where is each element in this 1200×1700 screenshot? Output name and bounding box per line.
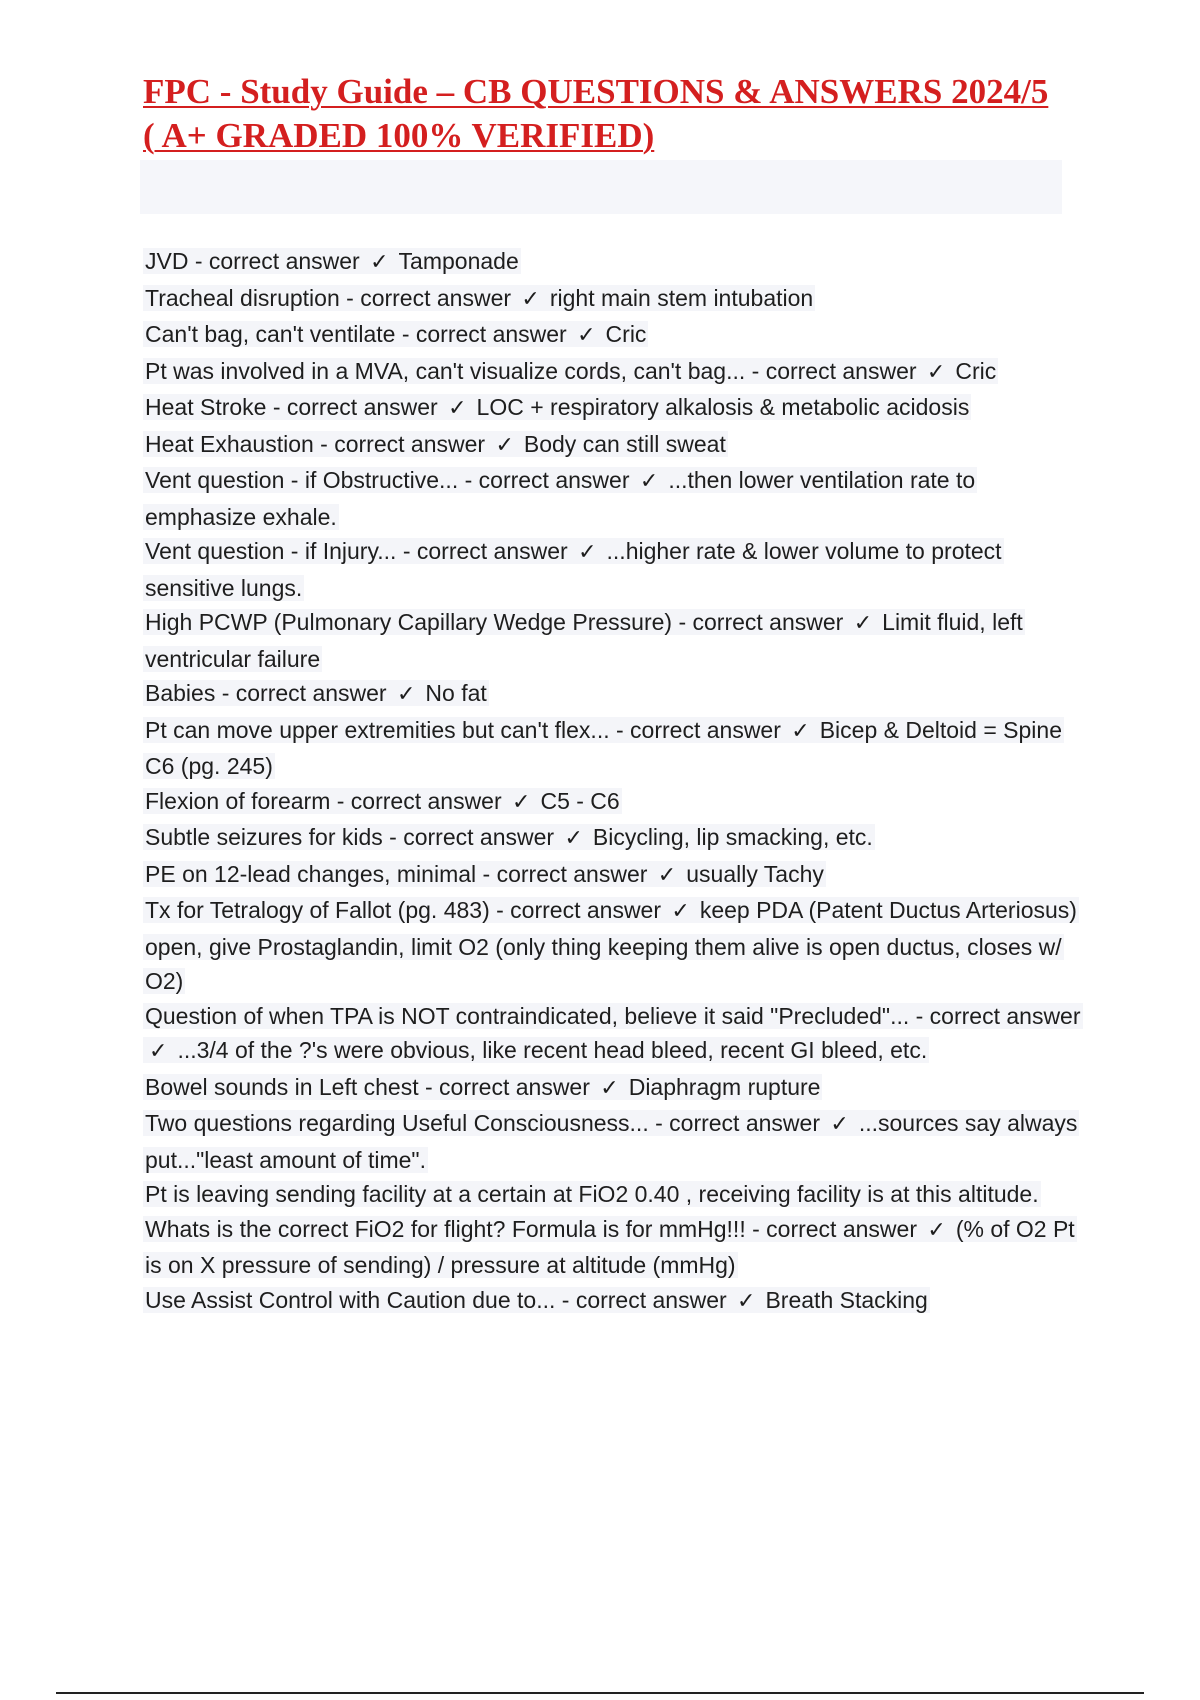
qa-question: Tracheal disruption xyxy=(145,284,340,311)
qa-highlight xyxy=(143,861,826,887)
qa-separator: - correct answer xyxy=(464,467,630,493)
check-mark-icon: ✓ xyxy=(149,1039,168,1064)
qa-question: Babies xyxy=(145,680,216,706)
qa-question: Tx for Tetralogy of Fallot (pg. 483) xyxy=(145,897,490,923)
qa-answer: ...higher rate & lower volume to protect sensitive lungs. xyxy=(145,538,1002,601)
qa-list xyxy=(143,244,1083,1319)
qa-question: Use Assist Control with Caution due to... xyxy=(145,1286,556,1313)
qa-item xyxy=(143,784,1083,821)
check-mark-icon: ✓ xyxy=(657,862,677,888)
qa-separator: - correct answer xyxy=(655,1110,820,1136)
qa-highlight xyxy=(143,788,622,814)
check-mark-icon: ✓ xyxy=(791,718,810,744)
qa-highlight xyxy=(143,824,875,850)
qa-item xyxy=(143,676,1083,713)
qa-question: PE on 12-lead changes, minimal xyxy=(145,860,477,887)
qa-separator: - correct answer xyxy=(272,394,438,420)
check-mark-icon: ✓ xyxy=(370,250,389,275)
title-line-1: FPC - Study Guide – CB QUESTIONS & ANSWERS 2024/5 xyxy=(143,72,1049,111)
qa-highlight xyxy=(143,285,815,311)
check-mark-icon: ✓ xyxy=(639,469,659,494)
qa-highlight xyxy=(143,248,521,274)
qa-highlight xyxy=(143,431,728,457)
qa-highlight xyxy=(143,717,1064,780)
qa-answer: ...sources say always put..."least amount of time". xyxy=(145,1110,1078,1173)
qa-item xyxy=(143,713,1083,784)
check-mark-icon: ✓ xyxy=(737,1288,756,1314)
qa-answer: Cric xyxy=(605,321,647,347)
check-mark-icon: ✓ xyxy=(495,432,514,458)
qa-question: Question of when TPA is NOT contraindicated, believe it said "Precluded"... xyxy=(145,1002,910,1029)
qa-separator: - correct answer xyxy=(194,248,360,274)
qa-answer: Diaphragm rupture xyxy=(628,1073,821,1100)
qa-highlight xyxy=(143,358,998,384)
qa-highlight xyxy=(143,897,1079,994)
qa-answer: ...3/4 of the ?'s were obvious, like recent head bleed, recent GI bleed, etc. xyxy=(177,1037,928,1063)
qa-item xyxy=(143,534,1083,605)
qa-question: High PCWP (Pulmonary Capillary Wedge Pressure) xyxy=(145,609,673,635)
qa-highlight xyxy=(143,1287,930,1313)
qa-answer: Bicycling, lip smacking, etc. xyxy=(592,824,873,850)
document-title xyxy=(143,70,1073,158)
qa-item xyxy=(143,354,1083,391)
qa-item xyxy=(143,390,1083,427)
qa-item xyxy=(143,893,1083,999)
qa-separator: - correct answer xyxy=(320,430,486,457)
qa-question: Pt can move upper extremities but can't flex... xyxy=(145,716,610,743)
qa-question: Vent question - if Injury... xyxy=(145,538,397,564)
qa-separator: - correct answer xyxy=(616,716,781,743)
qa-answer: C5 - C6 xyxy=(540,787,620,814)
qa-highlight xyxy=(143,609,1025,672)
qa-item xyxy=(143,1106,1083,1177)
qa-separator: - correct answer xyxy=(336,787,502,814)
qa-separator: - correct answer xyxy=(425,1073,590,1100)
check-mark-icon: ✓ xyxy=(577,323,596,348)
qa-separator: - correct answer xyxy=(402,538,568,564)
check-mark-icon: ✓ xyxy=(853,611,873,636)
qa-answer: ...then lower ventilation rate to emphasize exhale. xyxy=(145,467,976,530)
qa-question: JVD xyxy=(145,248,189,274)
check-mark-icon: ✓ xyxy=(671,899,690,924)
qa-answer: Cric xyxy=(955,357,997,384)
qa-item xyxy=(143,999,1083,1070)
check-mark-icon: ✓ xyxy=(926,359,946,385)
qa-separator: - correct answer xyxy=(915,1002,1081,1029)
qa-highlight xyxy=(143,538,1004,601)
qa-item xyxy=(143,857,1083,894)
blank-banner xyxy=(140,160,1062,214)
check-mark-icon: ✓ xyxy=(512,789,531,815)
qa-highlight xyxy=(143,467,977,530)
qa-highlight xyxy=(143,1181,1077,1278)
qa-answer: right main stem intubation xyxy=(549,284,814,311)
qa-question: Two questions regarding Useful Consciousness... xyxy=(145,1110,649,1136)
footer-rule xyxy=(56,1692,1144,1694)
qa-answer: Tamponade xyxy=(398,248,519,274)
qa-separator: - correct answer xyxy=(752,1215,917,1242)
qa-separator: - correct answer xyxy=(678,609,844,635)
qa-answer: No fat xyxy=(425,680,487,706)
qa-question: Pt was involved in a MVA, can't visualize cords, can't bag... xyxy=(145,357,746,384)
qa-answer: Body can still sweat xyxy=(523,430,726,457)
qa-highlight xyxy=(143,1003,1083,1064)
qa-separator: - correct answer xyxy=(389,824,555,850)
qa-item xyxy=(143,281,1083,318)
qa-item xyxy=(143,244,1083,281)
qa-item xyxy=(143,820,1083,857)
check-mark-icon: ✓ xyxy=(578,540,597,565)
qa-answer: (% of O2 Pt is on X pressure of sending) / pressure at altitude (mmHg) xyxy=(145,1215,1075,1278)
qa-answer: Limit fluid, left ventricular failure xyxy=(145,609,1023,672)
qa-separator: - correct answer xyxy=(496,897,661,923)
qa-separator: - correct answer xyxy=(482,860,648,887)
qa-separator: - correct answer xyxy=(561,1286,727,1313)
qa-separator: - correct answer xyxy=(346,284,512,311)
qa-item xyxy=(143,317,1083,354)
qa-question: Vent question - if Obstructive... xyxy=(145,467,459,493)
qa-highlight xyxy=(143,321,648,347)
qa-item xyxy=(143,463,1083,534)
check-mark-icon: ✓ xyxy=(830,1112,849,1137)
qa-question: Heat Stroke xyxy=(145,394,267,420)
qa-question: Flexion of forearm xyxy=(145,787,331,814)
qa-item xyxy=(143,427,1083,464)
qa-answer: Breath Stacking xyxy=(765,1286,928,1313)
check-mark-icon: ✓ xyxy=(396,682,416,707)
qa-answer: keep PDA (Patent Ductus Arteriosus) open, give Prostaglandin, limit O2 (only thing keeping them alive is open ductus, closes w/ O2) xyxy=(145,897,1077,994)
qa-item xyxy=(143,1177,1083,1283)
check-mark-icon: ✓ xyxy=(600,1075,619,1101)
qa-item xyxy=(143,1283,1083,1320)
qa-question: Bowel sounds in Left chest xyxy=(145,1073,419,1100)
qa-answer: usually Tachy xyxy=(686,860,824,887)
check-mark-icon: ✓ xyxy=(564,826,583,851)
qa-answer: LOC + respiratory alkalosis & metabolic acidosis xyxy=(476,394,970,420)
qa-highlight xyxy=(143,1074,822,1100)
qa-separator: - correct answer xyxy=(221,680,387,706)
qa-question: Can't bag, can't ventilate xyxy=(145,321,396,347)
qa-item xyxy=(143,1070,1083,1107)
qa-highlight xyxy=(143,1110,1079,1173)
qa-question: Heat Exhaustion xyxy=(145,430,314,457)
qa-question: Pt is leaving sending facility at a certain at FiO2 0.40 , receiving facility is at this altitude. Whats is the correct FiO2 for flight? Formula is for mmHg!!! xyxy=(145,1181,1039,1242)
qa-item xyxy=(143,605,1083,676)
check-mark-icon: ✓ xyxy=(448,396,467,421)
qa-separator: - correct answer xyxy=(751,357,917,384)
title-line-2: ( A+ GRADED 100% VERIFIED) xyxy=(143,116,655,155)
check-mark-icon: ✓ xyxy=(521,286,540,312)
qa-answer: Bicep & Deltoid = Spine C6 (pg. 245) xyxy=(145,716,1062,779)
qa-highlight xyxy=(143,394,971,420)
qa-question: Subtle seizures for kids xyxy=(145,824,383,850)
qa-separator: - correct answer xyxy=(401,321,567,347)
qa-highlight xyxy=(143,680,489,706)
check-mark-icon: ✓ xyxy=(927,1217,946,1243)
